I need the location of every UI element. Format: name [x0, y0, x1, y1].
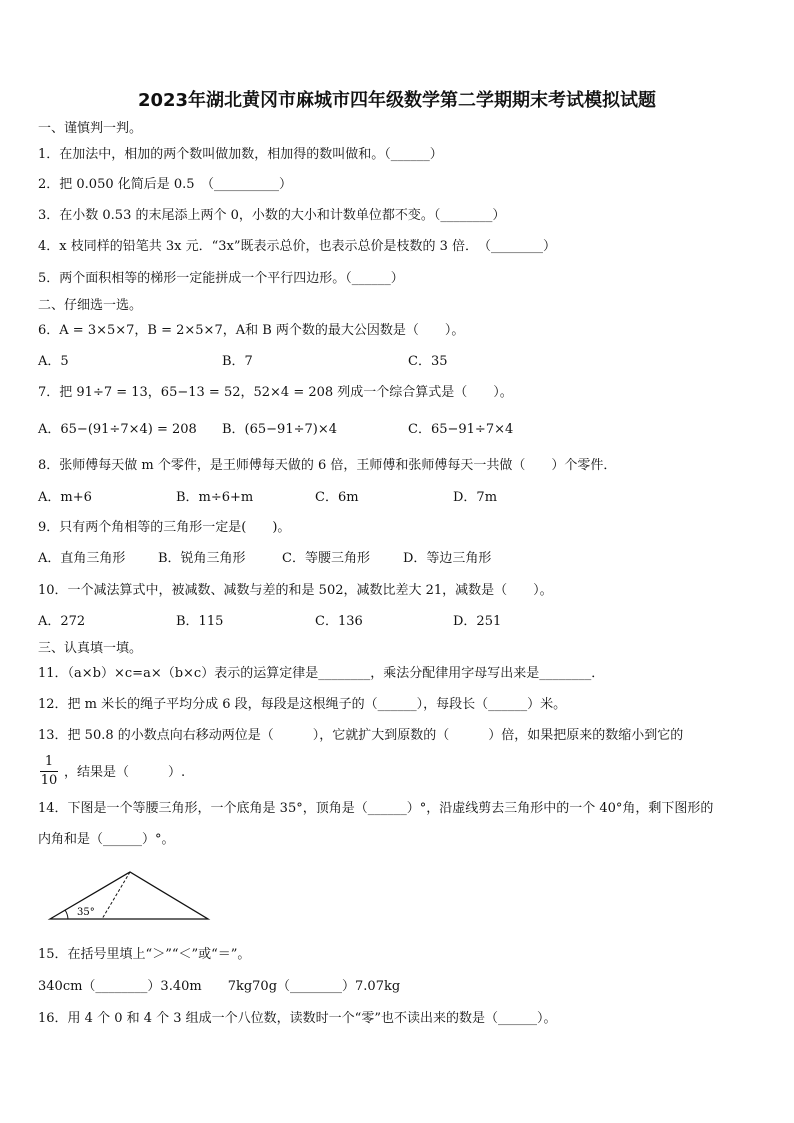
question-6: 6．A = 3×5×7，B = 2×5×7，A和 B 两个数的最大公因数是（ ）。	[38, 323, 465, 338]
q9-option-d: D．等边三角形	[403, 551, 492, 566]
question-1: 1．在加法中，相加的两个数叫做加数，相加得的数叫做和。（______）	[38, 147, 443, 162]
question-16: 16．用 4 个 0 和 4 个 3 组成一个八位数，读数时一个“零”也不读出来的数是（______）。	[38, 1011, 557, 1026]
question-7: 7．把 91÷7 = 13，65−13 = 52，52×4 = 208 列成一个综合算式是（ ）。	[38, 385, 513, 400]
question-10: 10．一个减法算式中，被减数、减数与差的和是 502，减数比差大 21，减数是（ ）。	[38, 583, 553, 598]
fraction-denominator: 10	[40, 773, 58, 788]
q7-option-a: A．65−(91÷7×4) = 208	[38, 422, 197, 437]
q9-option-b: B．锐角三角形	[158, 551, 246, 566]
question-14-continued: 内角和是（______）°。	[38, 832, 175, 847]
q10-option-a: A．272	[38, 614, 86, 629]
q6-option-b: B．7	[222, 354, 253, 369]
angle-label: 35°	[77, 907, 95, 918]
q10-option-b: B．115	[176, 614, 224, 629]
q8-option-a: A．m+6	[38, 490, 92, 505]
fraction-bar	[40, 771, 58, 772]
section-heading-3: 三、认真填一填。	[38, 641, 143, 656]
question-5: 5．两个面积相等的梯形一定能拼成一个平行四边形。（______）	[38, 271, 404, 286]
question-8: 8．张师傅每天做 m 个零件，是王师傅每天做的 6 倍，王师傅和张师傅每天一共做（ ）个零件．	[38, 458, 617, 473]
q8-option-b: B．m÷6+m	[176, 490, 254, 505]
isosceles-triangle-figure	[46, 868, 216, 924]
q7-option-c: C．65−91÷7×4	[408, 422, 514, 437]
q8-option-d: D．7m	[453, 490, 498, 505]
question-13-continued: ，结果是（ ）.	[64, 765, 186, 780]
q6-option-a: A．5	[38, 354, 69, 369]
question-11: 11．（a×b）×c=a×（b×c）表示的运算定律是________，乘法分配律用字母写出来是________．	[38, 666, 605, 681]
question-15-items: 340cm（________）3.40m 7kg70g（________）7.07kg	[38, 979, 401, 994]
triangle-outline	[50, 872, 208, 919]
question-15: 15．在括号里填上“＞”“＜”或“＝”。	[38, 947, 251, 962]
q8-option-c: C．6m	[315, 490, 359, 505]
q6-option-c: C．35	[408, 354, 448, 369]
dashed-cut-line	[102, 872, 130, 919]
section-heading-2: 二、仔细选一选。	[38, 298, 143, 313]
question-3: 3．在小数 0.53 的末尾添上两个 0，小数的大小和计数单位都不变。（________）	[38, 208, 506, 223]
question-13: 13．把 50.8 的小数点向右移动两位是（ ），它就扩大到原数的（ ）倍，如果把原来的数缩小到它的	[38, 728, 684, 743]
page-title: 2023年湖北黄冈市麻城市四年级数学第二学期期末考试模拟试题	[137, 90, 657, 111]
q9-option-c: C．等腰三角形	[282, 551, 370, 566]
section-heading-1: 一、谨慎判一判。	[38, 121, 143, 136]
question-4: 4．x 枝同样的铅笔共 3x 元．“3x”既表示总价，也表示总价是枝数的 3 倍． （________）	[38, 239, 557, 254]
q7-option-b: B．(65−91÷7)×4	[222, 422, 338, 437]
question-12: 12．把 m 米长的绳子平均分成 6 段，每段是这根绳子的（______），每段长（______）米。	[38, 697, 567, 712]
q10-option-c: C．136	[315, 614, 363, 629]
angle-arc	[65, 910, 68, 919]
q9-option-a: A．直角三角形	[38, 551, 126, 566]
question-14: 14．下图是一个等腰三角形，一个底角是 35°，顶角是（______）°，沿虚线剪去三角形中的一个 40°角，剩下图形的	[38, 801, 714, 816]
question-9: 9．只有两个角相等的三角形一定是( )。	[38, 520, 291, 535]
q10-option-d: D．251	[453, 614, 502, 629]
fraction-numerator: 1	[44, 754, 54, 769]
question-2: 2．把 0.050 化简后是 0.5 （__________）	[38, 177, 293, 192]
fraction-one-tenth	[38, 754, 60, 789]
